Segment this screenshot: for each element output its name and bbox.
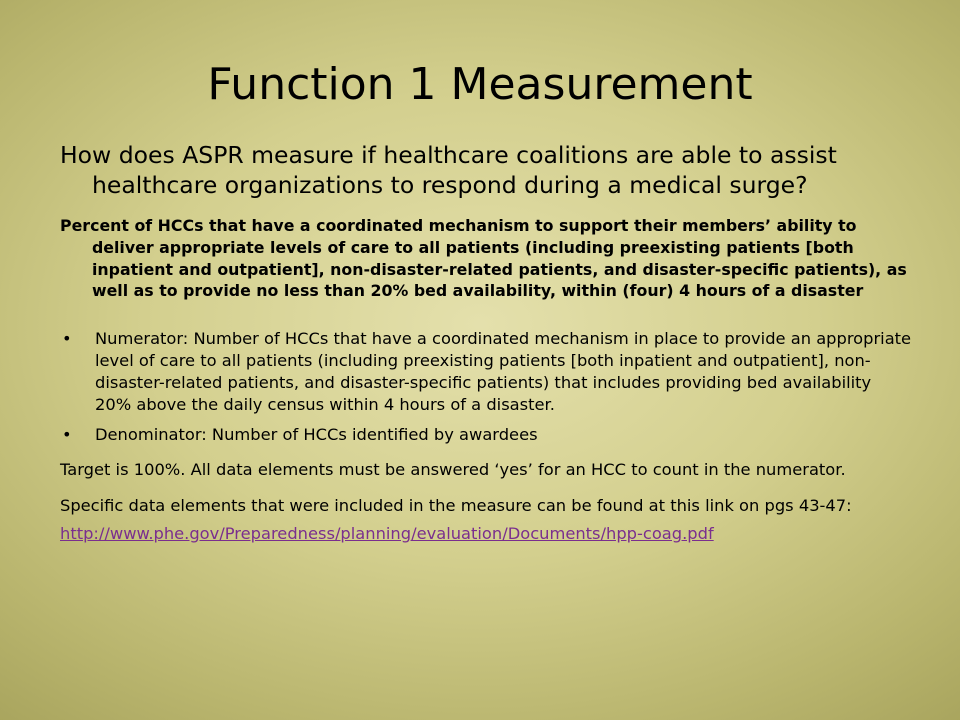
bullet-marker: • bbox=[62, 425, 72, 445]
bullet-denominator bbox=[60, 424, 912, 446]
numerator-text: Numerator: Number of HCCs that have a coordinated mechanism in place to provide an appropriate level of care to all patients (including preexisting patients [both inpatient and outpatient], non-disaster-related patients, and disaster-specific patients) that includes providing bed availability 20% above the daily census within 4 hours of a disaster. bbox=[95, 329, 912, 415]
bullet-numerator bbox=[60, 328, 912, 416]
bullet-marker: • bbox=[62, 329, 72, 349]
denominator-text: Denominator: Number of HCCs identified by awardees bbox=[95, 425, 538, 445]
slide-title: Function 1 Measurement bbox=[207, 59, 753, 110]
target-text: Target is 100%. All data elements must be answered ‘yes’ for an HCC to count in the numerator. bbox=[60, 460, 846, 480]
slide-body bbox=[60, 140, 912, 545]
measure-definition: Percent of HCCs that have a coordinated mechanism to support their members’ ability to deliver appropriate levels of care to all patients (including preexisting patients [both inpatient and outpatient], non-disaster-related patients, and disaster-specific patients), as well as to provide no less than 20% bed availability, within (four) 4 hours of a disaster bbox=[60, 216, 907, 301]
bullet-list bbox=[60, 328, 912, 446]
hpp-coag-link[interactable]: http://www.phe.gov/Preparedness/planning/evaluation/Documents/hpp-coag.pdf bbox=[60, 524, 714, 544]
question-text: How does ASPR measure if healthcare coalitions are able to assist healthcare organizations to respond during a medical surge? bbox=[60, 141, 837, 199]
specific-elements-text: Specific data elements that were included in the measure can be found at this link on pgs 43-47: bbox=[60, 496, 852, 516]
